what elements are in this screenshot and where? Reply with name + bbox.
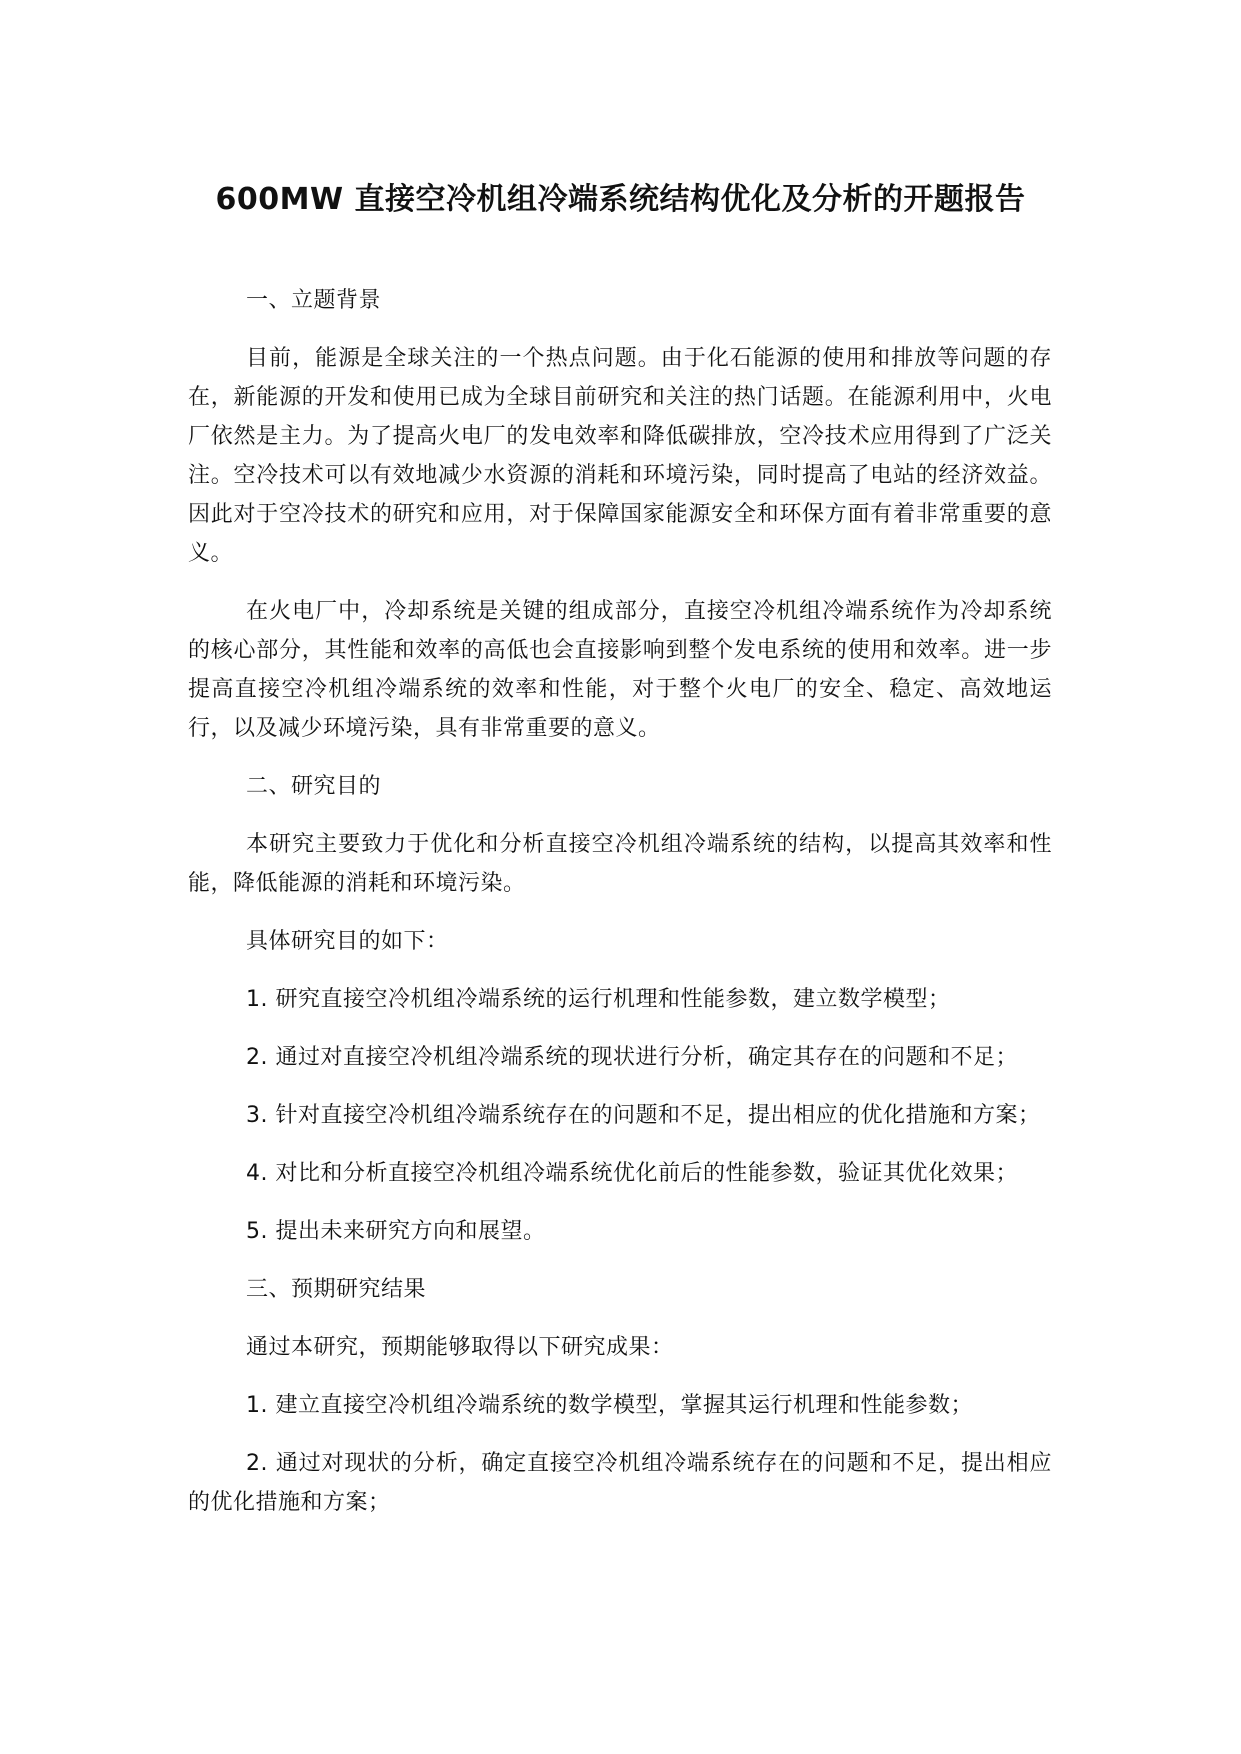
purpose-list-item-3: 3. 针对直接空冷机组冷端系统存在的问题和不足，提出相应的优化措施和方案； xyxy=(246,1103,1041,1128)
paragraph-background-1: 目前，能源是全球关注的一个热点问题。由于化石能源的使用和排放等问题的存在，新能源的开发和使用已成为全球目前研究和关注的热门话题。在能源利用中，火电厂依然是主力。为了提高火电厂的发电效率和降低碳排放，空冷技术应用得到了广泛关注。空冷技术可以有效地减少水资源的消耗和环境污染，同时提高了电站的经济效益。因此对于空冷技术的研究和应用，对于保障国家能源安全和环保方面有着非常重要的意义。 xyxy=(188,346,1052,566)
section-heading-purpose: 二、研究目的 xyxy=(246,774,382,799)
results-list-item-1: 1. 建立直接空冷机组冷端系统的数学模型，掌握其运行机理和性能参数； xyxy=(246,1393,973,1418)
paragraph-background-2: 在火电厂中，冷却系统是关键的组成部分，直接空冷机组冷端系统作为冷却系统的核心部分，其性能和效率的高低也会直接影响到整个发电系统的使用和效率。进一步提高直接空冷机组冷端系统的效率和性能，对于整个火电厂的安全、稳定、高效地运行，以及减少环境污染，具有非常重要的意义。 xyxy=(188,599,1052,741)
section-heading-background: 一、立题背景 xyxy=(246,288,382,313)
paragraph-purpose-intro: 本研究主要致力于优化和分析直接空冷机组冷端系统的结构，以提高其效率和性能，降低能源的消耗和环境污染。 xyxy=(188,832,1052,896)
purpose-list-item-4: 4. 对比和分析直接空冷机组冷端系统优化前后的性能参数，验证其优化效果； xyxy=(246,1161,1018,1186)
paragraph-purpose-list-intro: 具体研究目的如下： xyxy=(246,929,449,954)
purpose-list-item-2: 2. 通过对直接空冷机组冷端系统的现状进行分析，确定其存在的问题和不足； xyxy=(246,1045,1018,1070)
document-body xyxy=(188,281,1052,1541)
purpose-list-item-1: 1. 研究直接空冷机组冷端系统的运行机理和性能参数，建立数学模型； xyxy=(246,987,951,1012)
document-title: 600MW 直接空冷机组冷端系统结构优化及分析的开题报告 xyxy=(215,182,1026,217)
results-list-item-2: 2. 通过对现状的分析，确定直接空冷机组冷端系统存在的问题和不足，提出相应的优化措施和方案； xyxy=(188,1451,1052,1515)
purpose-list-item-5: 5. 提出未来研究方向和展望。 xyxy=(246,1219,546,1244)
paragraph-results-intro: 通过本研究，预期能够取得以下研究成果： xyxy=(246,1335,674,1360)
section-heading-results: 三、预期研究结果 xyxy=(246,1277,427,1302)
